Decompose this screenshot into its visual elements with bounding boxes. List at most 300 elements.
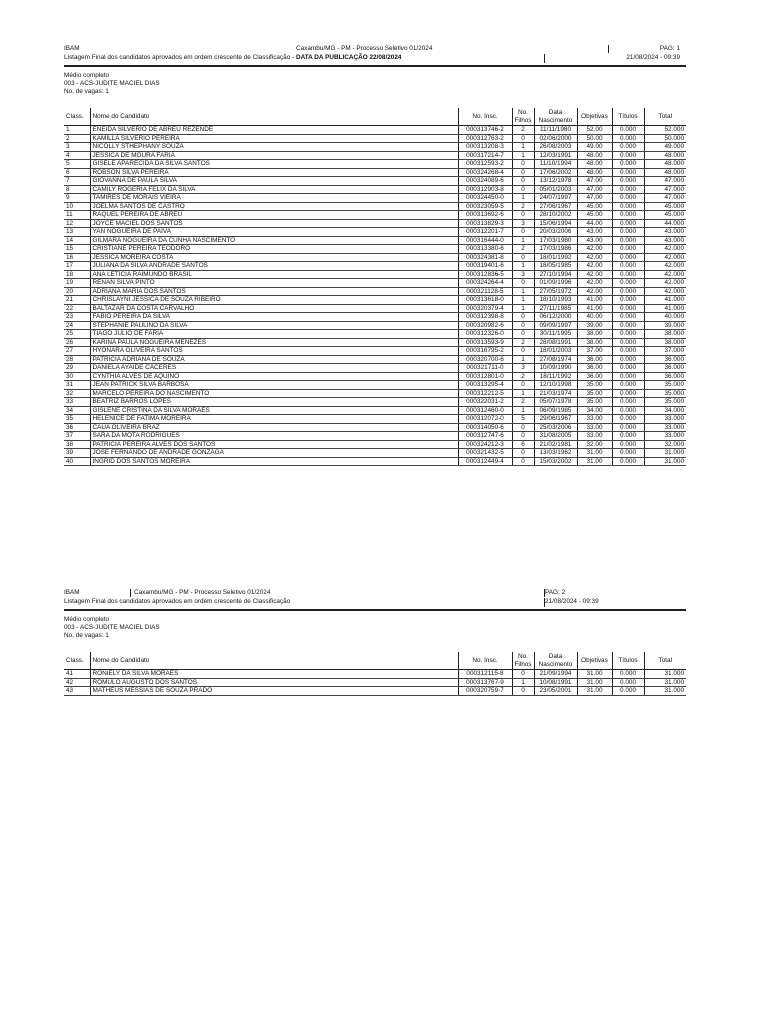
report-subtitle: Listagem Final dos candidatos aprovados em ordem crescente de Classificação [64, 598, 291, 605]
col-class: Class. [66, 112, 84, 120]
education-level: Médio completo [64, 72, 110, 79]
col-insc: No. Insc. [458, 108, 512, 126]
cell-titulos: 0.000 [612, 372, 644, 381]
cell-titulos: 0.000 [612, 398, 644, 407]
col-titulos: Títulos [612, 108, 644, 126]
cell-class: 5 [64, 160, 90, 169]
cell-insc: 000313593-9 [458, 338, 512, 347]
cell-total: 48.000 [644, 160, 686, 169]
cell-birth: 17/03/1986 [534, 245, 577, 254]
cell-filhos: 3 [512, 219, 534, 228]
cell-class: 22 [64, 304, 90, 313]
cell-insc: 000313746-2 [458, 126, 512, 135]
cell-total: 38.000 [644, 338, 686, 347]
cell-name: HELENICE DE FATIMA MOREIRA [90, 415, 458, 424]
cell-name: KAMILLA SILVERIO PEREIRA [90, 134, 458, 143]
cell-name: CYNTHIA ALVES DE AQUINO [90, 372, 458, 381]
table-row [64, 211, 686, 220]
cell-birth: 15/03/2002 [534, 457, 577, 466]
cell-name: YAN NOGUEIRA DE PAIVA [90, 228, 458, 237]
cell-total: 31.000 [644, 457, 686, 466]
cell-filhos: 1 [512, 389, 534, 398]
cell-birth: 13/03/1962 [534, 449, 577, 458]
cell-total: 33.000 [644, 423, 686, 432]
cell-total: 37.000 [644, 347, 686, 356]
cell-name: JESSICA DE MOURA FARIA [90, 151, 458, 160]
table-row [64, 355, 686, 364]
cell-total: 43.000 [644, 236, 686, 245]
position-info [64, 616, 686, 640]
cell-name: GISLENE CRISTINA DA SILVA MORAES [90, 406, 458, 415]
cell-name: CRISTIANE PEREIRA TEODORO [90, 245, 458, 254]
cell-birth: 18/10/1993 [534, 296, 577, 305]
cell-titulos: 0.000 [612, 151, 644, 160]
cell-objetivas: 47.00 [577, 177, 612, 186]
cell-name: PATRICIA PEREIRA ALVES DOS SANTOS [90, 440, 458, 449]
cell-filhos: 1 [512, 296, 534, 305]
cell-name: JEAN PATRICK SILVA BARBOSA [90, 381, 458, 390]
cell-objetivas: 45.00 [577, 202, 612, 211]
cell-insc: 000320700-6 [458, 355, 512, 364]
cell-total: 52.000 [644, 126, 686, 135]
cell-birth: 12/10/1998 [534, 381, 577, 390]
col-filhos: No. Filhos [512, 652, 534, 670]
cell-insc: 000312460-0 [458, 406, 512, 415]
cell-class: 40 [64, 457, 90, 466]
cell-insc: 000324212-3 [458, 440, 512, 449]
cell-birth: 27/11/1985 [534, 304, 577, 313]
cell-objetivas: 42.00 [577, 245, 612, 254]
cell-class: 15 [64, 245, 90, 254]
cell-name: ANA LETICIA RAIMUNDO BRASIL [90, 270, 458, 279]
cell-objetivas: 33.00 [577, 432, 612, 441]
cell-objetivas: 50.00 [577, 134, 612, 143]
cell-birth: 11/11/1980 [534, 126, 577, 135]
cell-filhos: 1 [512, 262, 534, 271]
cell-name: ROMULO AUGUSTO DOS SANTOS [90, 678, 458, 687]
table-row [64, 296, 686, 305]
table-row [64, 134, 686, 143]
header-rule [64, 609, 686, 611]
cell-total: 39.000 [644, 321, 686, 330]
cell-objetivas: 32.00 [577, 440, 612, 449]
subtitle-text: Listagem Final dos candidatos aprovados em ordem crescente de Classificação - [64, 54, 296, 61]
report-subtitle [64, 55, 401, 61]
cell-filhos: 1 [512, 143, 534, 152]
cell-titulos: 0.000 [612, 321, 644, 330]
cell-birth: 12/03/1991 [534, 151, 577, 160]
cell-birth: 18/11/1992 [534, 372, 577, 381]
cell-insc: 000324089-6 [458, 177, 512, 186]
cell-filhos: 0 [512, 211, 534, 220]
cell-total: 43.000 [644, 228, 686, 237]
table-row [64, 381, 686, 390]
cell-objetivas: 41.00 [577, 296, 612, 305]
cell-insc: 000319401-6 [458, 262, 512, 271]
cell-titulos: 0.000 [612, 211, 644, 220]
cell-total: 33.000 [644, 432, 686, 441]
table-row [64, 185, 686, 194]
cell-filhos: 2 [512, 202, 534, 211]
cell-filhos: 1 [512, 236, 534, 245]
cell-objetivas: 38.00 [577, 338, 612, 347]
table-row [64, 126, 686, 135]
table-row [64, 330, 686, 339]
cell-total: 42.000 [644, 287, 686, 296]
cell-birth: 10/09/1990 [534, 364, 577, 373]
table-row [64, 398, 686, 407]
table-row [64, 194, 686, 203]
cell-objetivas: 45.00 [577, 211, 612, 220]
cell-name: FABIO PEREIRA DA SILVA [90, 313, 458, 322]
cell-titulos: 0.000 [612, 194, 644, 203]
cell-birth: 10/08/1991 [534, 678, 577, 687]
cell-filhos: 1 [512, 406, 534, 415]
cell-birth: 27/05/1972 [534, 287, 577, 296]
cell-filhos: 0 [512, 168, 534, 177]
cell-titulos: 0.000 [612, 245, 644, 254]
cell-titulos: 0.000 [612, 287, 644, 296]
cell-insc: 000321432-5 [458, 449, 512, 458]
cell-name: STEPHANIE PAULINO DA SILVA [90, 321, 458, 330]
cell-objetivas: 42.00 [577, 270, 612, 279]
cell-filhos: 0 [512, 330, 534, 339]
cell-filhos: 0 [512, 381, 534, 390]
cell-name: DANIELA AYAIDE CACERES [90, 364, 458, 373]
cell-name: JESSICA MOREIRA COSTA [90, 253, 458, 262]
cell-filhos: 1 [512, 194, 534, 203]
cell-name: BEATRIZ BARROS LOPES [90, 398, 458, 407]
cell-birth: 18/01/1992 [534, 253, 577, 262]
header-divider [130, 589, 131, 597]
cell-class: 8 [64, 185, 90, 194]
cell-titulos: 0.000 [612, 313, 644, 322]
cell-titulos: 0.000 [612, 270, 644, 279]
cell-name: RONIELY DA SILVA MORAES [90, 670, 458, 679]
table-row [64, 279, 686, 288]
cell-titulos: 0.000 [612, 364, 644, 373]
cell-name: PATRICIA ADRIANA DE SOUZA [90, 355, 458, 364]
cell-titulos: 0.000 [612, 185, 644, 194]
cell-total: 50.000 [644, 134, 686, 143]
table-row [64, 228, 686, 237]
cell-name: KARINA PAULA NOGUEIRA MENEZES [90, 338, 458, 347]
cell-class: 4 [64, 151, 90, 160]
cell-titulos: 0.000 [612, 177, 644, 186]
cell-class: 14 [64, 236, 90, 245]
cell-objetivas: 48.00 [577, 168, 612, 177]
cell-class: 39 [64, 449, 90, 458]
cell-insc: 000312747-6 [458, 432, 512, 441]
table-row [64, 423, 686, 432]
cell-objetivas: 31.00 [577, 449, 612, 458]
cell-total: 36.000 [644, 355, 686, 364]
cell-class: 34 [64, 406, 90, 415]
cell-filhos: 1 [512, 151, 534, 160]
table-row [64, 687, 686, 696]
cell-titulos: 0.000 [612, 678, 644, 687]
vacancies: No. de vagas: 1 [64, 632, 109, 639]
cell-class: 11 [64, 211, 90, 220]
cell-titulos: 0.000 [612, 440, 644, 449]
cell-total: 42.000 [644, 279, 686, 288]
cell-filhos: 0 [512, 134, 534, 143]
table-body [64, 126, 686, 466]
cell-titulos: 0.000 [612, 355, 644, 364]
cell-filhos: 5 [512, 415, 534, 424]
cell-name: JULIANA DA SILVA ANDRADE SANTOS [90, 262, 458, 271]
cell-total: 31.000 [644, 678, 686, 687]
table-header-row [64, 108, 686, 126]
cell-birth: 21/09/1994 [534, 670, 577, 679]
cell-class: 6 [64, 168, 90, 177]
cell-name: RENAN SILVA PINTO [90, 279, 458, 288]
cell-birth: 05/07/1978 [534, 398, 577, 407]
cell-class: 33 [64, 398, 90, 407]
cell-class: 3 [64, 143, 90, 152]
cell-insc: 000321711-0 [458, 364, 512, 373]
table-row [64, 432, 686, 441]
cell-filhos: 0 [512, 347, 534, 356]
position-name: 003 - ACS-JUDITE MACIEL DIAS [64, 80, 160, 87]
cell-total: 47.000 [644, 194, 686, 203]
table-row [64, 313, 686, 322]
cell-objetivas: 36.00 [577, 372, 612, 381]
table-row [64, 253, 686, 262]
page-2 [64, 588, 686, 696]
cell-titulos: 0.000 [612, 168, 644, 177]
col-objetivas: Objetivas [577, 652, 612, 670]
cell-insc: 000312212-5 [458, 389, 512, 398]
cell-objetivas: 35.00 [577, 389, 612, 398]
cell-birth: 23/05/2001 [534, 687, 577, 696]
page-1 [64, 44, 686, 466]
cell-objetivas: 36.00 [577, 355, 612, 364]
cell-total: 48.000 [644, 168, 686, 177]
cell-objetivas: 42.00 [577, 253, 612, 262]
cell-total: 33.000 [644, 415, 686, 424]
header-divider [544, 598, 545, 607]
cell-filhos: 0 [512, 423, 534, 432]
cell-name: JOYCE MACIEL DOS SANTOS [90, 219, 458, 228]
cell-class: 24 [64, 321, 90, 330]
cell-insc: 000324381-8 [458, 253, 512, 262]
cell-birth: 25/03/2006 [534, 423, 577, 432]
cell-total: 48.000 [644, 151, 686, 160]
cell-insc: 000323059-5 [458, 202, 512, 211]
cell-birth: 21/02/1981 [534, 440, 577, 449]
cell-filhos: 0 [512, 279, 534, 288]
cell-birth: 09/09/1997 [534, 321, 577, 330]
cell-objetivas: 42.00 [577, 262, 612, 271]
cell-class: 28 [64, 355, 90, 364]
page-number: PAG: 2 [545, 589, 566, 596]
cell-insc: 000313380-6 [458, 245, 512, 254]
cell-objetivas: 35.00 [577, 398, 612, 407]
cell-name: JOSE FERNANDO DE ANDRADE GONZAGA [90, 449, 458, 458]
cell-name: HYONARA OLIVEIRA SANTOS [90, 347, 458, 356]
cell-birth: 26/08/2003 [534, 143, 577, 152]
cell-objetivas: 48.00 [577, 160, 612, 169]
cell-class: 32 [64, 389, 90, 398]
cell-total: 40.000 [644, 313, 686, 322]
cell-titulos: 0.000 [612, 415, 644, 424]
table-row [64, 304, 686, 313]
report-datetime: 21/08/2024 - 09:39 [626, 54, 680, 61]
col-name: Nome do Candidato [90, 108, 458, 126]
cell-titulos: 0.000 [612, 279, 644, 288]
cell-filhos: 0 [512, 457, 534, 466]
cell-insc: 000312801-0 [458, 372, 512, 381]
cell-titulos: 0.000 [612, 296, 644, 305]
cell-insc: 000313208-3 [458, 143, 512, 152]
org-name: IBAM [64, 45, 80, 52]
cell-titulos: 0.000 [612, 381, 644, 390]
col-total: Total [644, 108, 686, 126]
cell-insc: 000312836-5 [458, 270, 512, 279]
cell-objetivas: 40.00 [577, 313, 612, 322]
cell-titulos: 0.000 [612, 253, 644, 262]
cell-objetivas: 34.00 [577, 406, 612, 415]
report-title: Caxambu/MG - PM - Processo Seletivo 01/2024 [134, 589, 271, 596]
cell-name: GIOVANNA DE PAULA SILVA [90, 177, 458, 186]
cell-titulos: 0.000 [612, 304, 644, 313]
publication-date: DATA DA PUBLICAÇÃO 22/08/2024 [295, 54, 402, 61]
cell-insc: 000324268-4 [458, 168, 512, 177]
cell-total: 45.000 [644, 202, 686, 211]
cell-filhos: 2 [512, 338, 534, 347]
cell-titulos: 0.000 [612, 347, 644, 356]
cell-total: 41.000 [644, 304, 686, 313]
page-header [64, 588, 686, 609]
table-row [64, 262, 686, 271]
col-titulos: Títulos [612, 652, 644, 670]
cell-birth: 24/07/1997 [534, 194, 577, 203]
cell-insc: 000321128-5 [458, 287, 512, 296]
cell-objetivas: 44.00 [577, 219, 612, 228]
cell-titulos: 0.000 [612, 126, 644, 135]
cell-insc: 000322031-2 [458, 398, 512, 407]
col-name: Nome do Candidato [90, 652, 458, 670]
table-body [64, 670, 686, 696]
cell-total: 32.000 [644, 440, 686, 449]
cell-total: 49.000 [644, 143, 686, 152]
cell-name: ROBSON SILVA PEREIRA [90, 168, 458, 177]
cell-birth: 18/05/1985 [534, 262, 577, 271]
table-row [64, 347, 686, 356]
cell-insc: 000320759-7 [458, 687, 512, 696]
page-number: PAG: 1 [659, 45, 680, 52]
cell-total: 44.000 [644, 219, 686, 228]
cell-titulos: 0.000 [612, 457, 644, 466]
col-birth: Data Nascimento [534, 652, 577, 670]
education-level: Médio completo [64, 616, 110, 623]
cell-class: 41 [64, 670, 90, 679]
header-divider [608, 45, 609, 53]
cell-titulos: 0.000 [612, 202, 644, 211]
cell-filhos: 2 [512, 126, 534, 135]
cell-filhos: 0 [512, 687, 534, 696]
page-header [64, 44, 686, 65]
table-row [64, 168, 686, 177]
table-row [64, 440, 686, 449]
cell-filhos: 1 [512, 355, 534, 364]
cell-titulos: 0.000 [612, 406, 644, 415]
cell-total: 31.000 [644, 687, 686, 696]
col-birth: Data Nascimento [534, 108, 577, 126]
cell-filhos: 0 [512, 449, 534, 458]
cell-birth: 27/06/1967 [534, 202, 577, 211]
table-row [64, 245, 686, 254]
cell-objetivas: 42.00 [577, 287, 612, 296]
table-row [64, 321, 686, 330]
cell-objetivas: 43.00 [577, 236, 612, 245]
col-filhos: No. Filhos [512, 108, 534, 126]
table-row [64, 143, 686, 152]
cell-insc: 000312115-8 [458, 670, 512, 679]
cell-objetivas: 52.00 [577, 126, 612, 135]
cell-name: MATHEUS MESSIAS DE SOUZA PRADO [90, 687, 458, 696]
cell-objetivas: 31.00 [577, 457, 612, 466]
cell-name: CHRISLAYNI JESSICA DE SOUZA RIBEIRO [90, 296, 458, 305]
cell-birth: 27/08/1974 [534, 355, 577, 364]
cell-birth: 27/10/1994 [534, 270, 577, 279]
cell-total: 42.000 [644, 262, 686, 271]
org-name: IBAM [64, 589, 80, 596]
cell-class: 21 [64, 296, 90, 305]
table-row [64, 389, 686, 398]
cell-class: 19 [64, 279, 90, 288]
cell-objetivas: 31.00 [577, 670, 612, 679]
cell-name: CAMILY ROGERIA FELIX DA SILVA [90, 185, 458, 194]
cell-filhos: 0 [512, 670, 534, 679]
table-row [64, 287, 686, 296]
results-table [64, 652, 686, 696]
cell-objetivas: 47.00 [577, 194, 612, 203]
cell-class: 31 [64, 381, 90, 390]
cell-titulos: 0.000 [612, 389, 644, 398]
cell-insc: 000313692-6 [458, 211, 512, 220]
cell-class: 7 [64, 177, 90, 186]
header-divider [544, 54, 545, 63]
table-row [64, 219, 686, 228]
cell-class: 42 [64, 678, 90, 687]
cell-titulos: 0.000 [612, 338, 644, 347]
cell-class: 36 [64, 423, 90, 432]
cell-birth: 31/08/2005 [534, 432, 577, 441]
cell-insc: 000312593-2 [458, 160, 512, 169]
cell-filhos: 0 [512, 432, 534, 441]
cell-titulos: 0.000 [612, 134, 644, 143]
cell-birth: 17/03/1980 [534, 236, 577, 245]
cell-titulos: 0.000 [612, 670, 644, 679]
cell-filhos: 0 [512, 185, 534, 194]
cell-birth: 28/08/1991 [534, 338, 577, 347]
cell-total: 31.000 [644, 449, 686, 458]
cell-objetivas: 31.00 [577, 678, 612, 687]
table-row [64, 270, 686, 279]
cell-class: 26 [64, 338, 90, 347]
cell-class: 18 [64, 270, 90, 279]
results-table [64, 108, 686, 466]
cell-titulos: 0.000 [612, 228, 644, 237]
cell-name: ENEIDA SILVERIO DE ABREU REZENDE [90, 126, 458, 135]
cell-filhos: 0 [512, 228, 534, 237]
col-class: Class. [66, 656, 84, 664]
cell-name: GILMARA NOGUEIRA DA CUNHA NASCIMENTO [90, 236, 458, 245]
cell-total: 35.000 [644, 398, 686, 407]
cell-birth: 18/01/2003 [534, 347, 577, 356]
